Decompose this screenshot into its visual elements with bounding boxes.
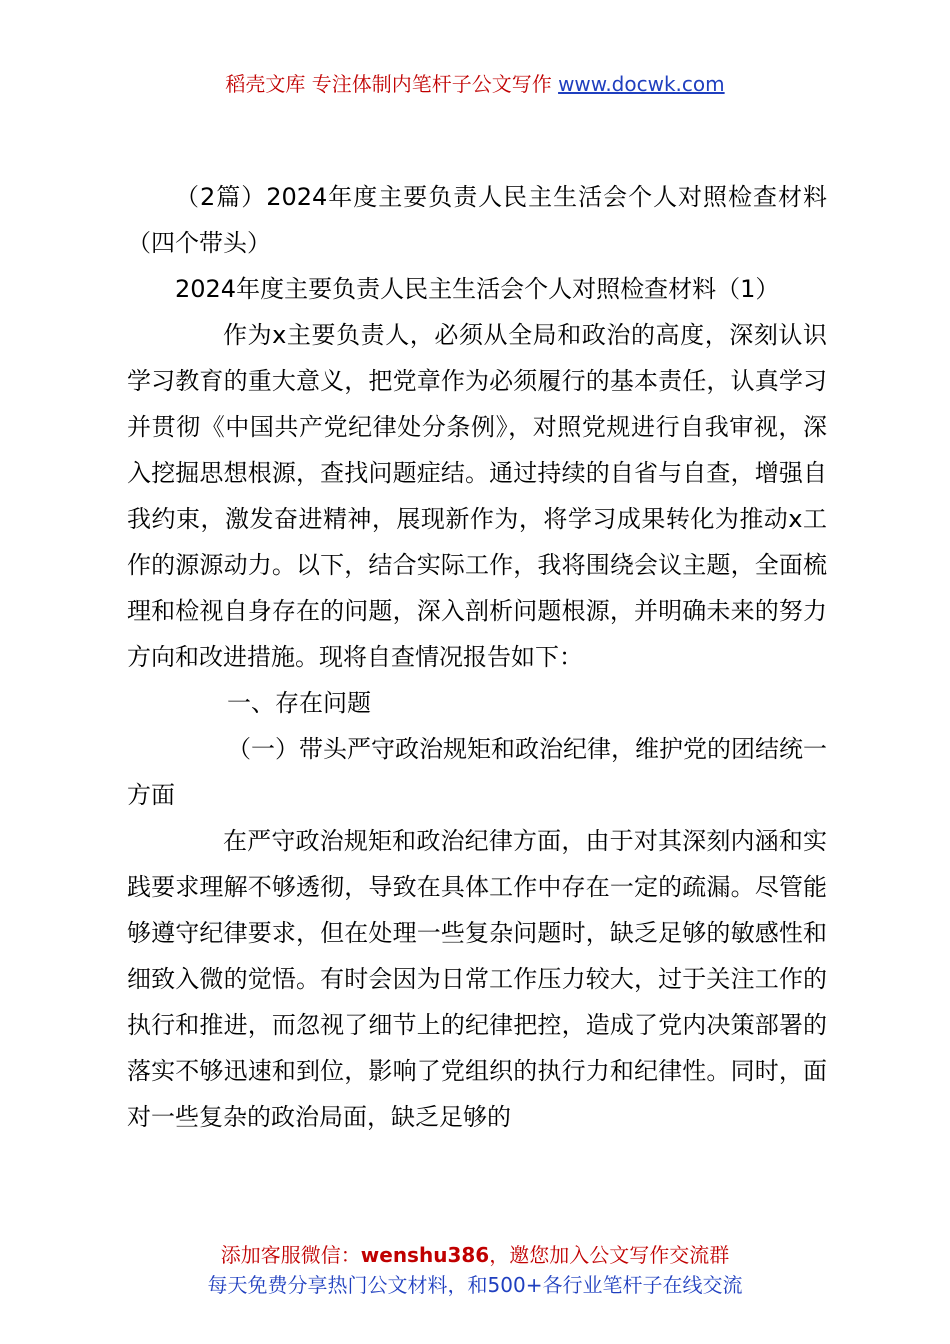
subsection-heading: （一）带头严守政治规矩和政治纪律，维护党的团结统一方面: [127, 735, 827, 809]
brand-text: 稻壳文库 专注体制内笔杆子公文写作: [225, 72, 552, 96]
site-link[interactable]: www.docwk.com: [558, 72, 725, 96]
document-subtitle: 2024年度主要负责人民主生活会个人对照检查材料（1）: [175, 275, 780, 303]
intro-paragraph: 作为x主要负责人，必须从全局和政治的高度，深刻认识学习教育的重大意义，把党章作为必须履行的基本责任，认真学习并贯彻《中国共产党纪律处分条例》，对照党规进行自我审视，深入挖掘思想根源，查找问题症结。通过持续的自省与自查，增强自我约束，激发奋进精神，展现新作为，将学习成果转化为推动x工作的源源动力。以下，结合实际工作，我将围绕会议主题，全面梳理和检视自身存在的问题，深入剖析问题根源，并明确未来的努力方向和改进措施。现将自查情况报告如下：: [127, 321, 827, 671]
section-heading: 一、存在问题: [227, 689, 371, 717]
footer-wechat-suffix: ，邀您加入公文写作交流群: [489, 1243, 730, 1267]
footer-line-2: 每天免费分享热门公文材料，和500+各行业笔杆子在线交流: [207, 1273, 743, 1297]
page-header: [0, 70, 950, 98]
document-body: [127, 174, 827, 1140]
footer-wechat-prefix: 添加客服微信：: [220, 1243, 361, 1267]
page-footer: [0, 1240, 950, 1300]
document-title: （2篇）2024年度主要负责人民主生活会个人对照检查材料（四个带头）: [127, 183, 827, 257]
body-paragraph: 在严守政治规矩和政治纪律方面，由于对其深刻内涵和实践要求理解不够透彻，导致在具体工作中存在一定的疏漏。尽管能够遵守纪律要求，但在处理一些复杂问题时，缺乏足够的敏感性和细致入微的觉悟。有时会因为日常工作压力较大，过于关注工作的执行和推进，而忽视了细节上的纪律把控，造成了党内决策部署的落实不够迅速和到位，影响了党组织的执行力和纪律性。同时，面对一些复杂的政治局面，缺乏足够的: [127, 827, 827, 1131]
footer-wechat-id: wenshu386: [360, 1243, 490, 1267]
footer-line-1: [0, 1240, 950, 1270]
